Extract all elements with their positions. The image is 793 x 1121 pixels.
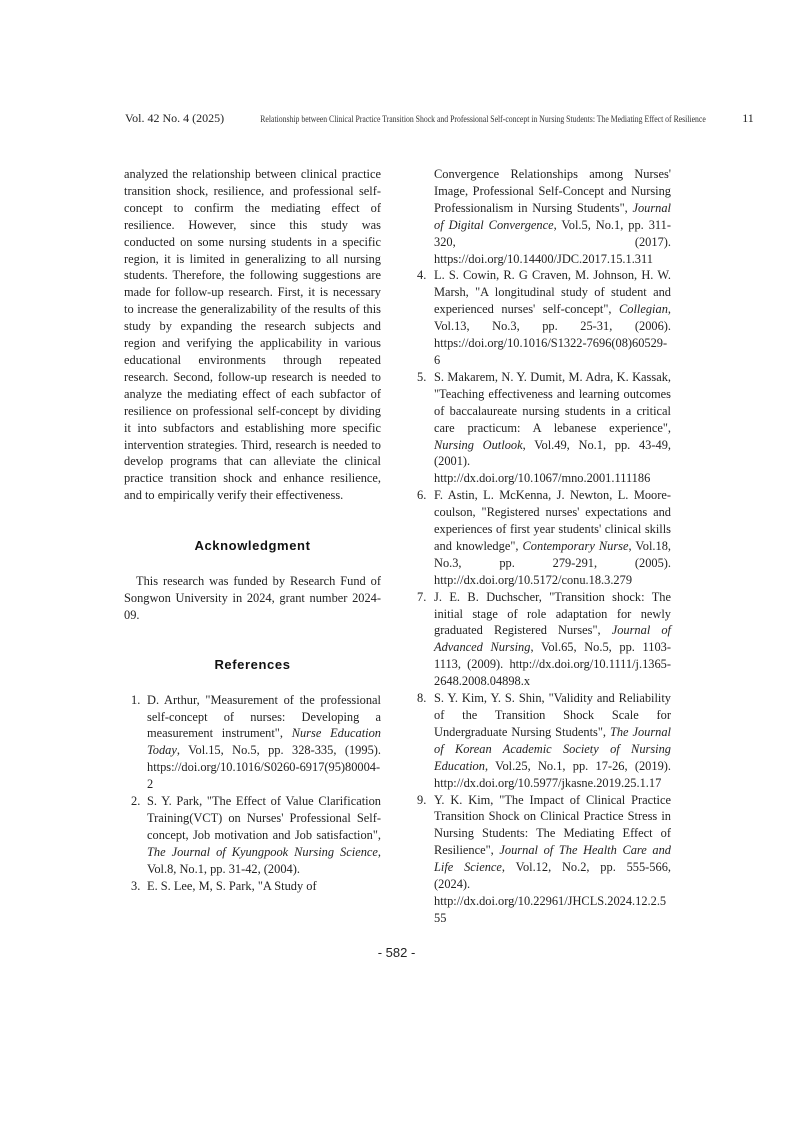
reference-list-right — [417, 267, 671, 926]
reference-item — [124, 793, 381, 878]
reference-details: , Vol.49, No.1, pp. 43-49, (2001). http://dx.doi.org/10.1067/mno.2001.111186 — [434, 437, 671, 486]
reference-authors-title: S. Makarem, N. Y. Dumit, M. Adra, K. Kassak, "Teaching effectiveness and learning outcomes of baccalaureate nursing students in a critical care practicum: A lebanese experience", — [434, 369, 671, 435]
reference-authors-title: S. Y. Kim, Y. S. Shin, "Validity and Reliability of the Transition Shock Scale for Undergraduate Nursing Students", — [434, 691, 671, 739]
reference-details: , Vol.65, No.5, pp. 1103-1113, (2009). http://dx.doi.org/10.1111/j.1365-2648.2008.04898.x — [434, 640, 671, 689]
reference-authors-title: F. Astin, L. McKenna, J. Newton, L. Moore-coulson, "Registered nurses' expectations and experiences of first year students' clinical skills and knowledge", — [434, 488, 671, 553]
reference-text — [434, 690, 671, 791]
reference-authors-title: S. Y. Park, "The Effect of Value Clarification Training(VCT) on Nurses' Professional Self-concept, Job motivation and Job satisfaction", — [147, 794, 381, 842]
reference-continuation — [417, 166, 671, 267]
reference-number: 6. — [417, 488, 427, 503]
reference-details: , Vol.12, No.2, pp. 555-566, (2024). http://dx.doi.org/10.22961/JHCLS.2024.12.2.555 — [434, 860, 671, 925]
reference-journal: Collegian — [619, 302, 668, 317]
reference-text — [434, 487, 671, 588]
reference-journal: Journal of Digital Convergence — [434, 200, 671, 232]
reference-text — [434, 792, 671, 927]
reference-item — [417, 792, 671, 927]
reference-authors-title: L. S. Cowin, R. G Craven, M. Johnson, H. W. Marsh, "A longitudinal study of student and experienced nurses' self-concept", — [434, 268, 671, 317]
reference-authors-title: E. S. Lee, M, S. Park, "A Study of — [147, 878, 317, 893]
reference-text — [147, 692, 381, 793]
reference-details: , Vol.8, No.1, pp. 31-42, (2004). — [147, 844, 381, 876]
reference-item — [417, 690, 671, 791]
reference-number: 2. — [131, 794, 141, 809]
reference-number: 5. — [417, 369, 427, 384]
reference-number: 8. — [417, 691, 427, 706]
reference-number: 1. — [131, 692, 141, 707]
reference-journal: Nurse Education Today — [147, 726, 382, 758]
reference-journal: Nursing Outlook — [434, 437, 523, 452]
journal-page-number: 11 — [742, 111, 754, 125]
reference-details: , Vol.15, No.5, pp. 328-335, (1995). https://doi.org/10.1016/S0260-6917(95)80004-2 — [147, 743, 381, 792]
reference-text — [434, 589, 671, 690]
reference-number: 4. — [417, 268, 427, 283]
reference-authors-title: Convergence Relationships among Nurses' Image, Professional Self-Concept and Nursing Professionalism in Nursing Students", — [434, 167, 671, 215]
reference-list-left — [124, 692, 381, 895]
reference-details: , Vol.13, No.3, pp. 25-31, (2006). https://doi.org/10.1016/S1322-7696(08)60529-6 — [434, 302, 671, 367]
reference-item — [417, 267, 671, 368]
reference-journal: The Journal of Korean Academic Society of Nursing Education — [434, 724, 671, 773]
right-column — [417, 166, 671, 927]
reference-item — [417, 487, 671, 588]
conclusion-paragraph: analyzed the relationship between clinical practice transition shock, resilience, and professional self-concept to confirm the mediating effect of resilience. However, since this study was conducted on some nursing students in a specific region, it is limited in generalizing to all nursing students. Therefore, the following suggestions are made for follow-up research. First, it is necessary to increase the generalizability of the results of this study by expanding the research subjects and region and verifying the applicability in various educational environments through repeated research. Second, follow-up research is needed to analyze the mediating effect of each subfactor of resilience on professional self-concept by dividing it into subfactors and establishing more specific intervention strategies. Third, research is needed to develop programs that can alleviate the clinical practice transition shock and enhance resilience, and to empirically verify their effectiveness. — [124, 167, 381, 503]
acknowledgment-heading: Acknowledgment — [194, 538, 311, 554]
reference-journal: Journal of Advanced Nursing — [434, 623, 672, 655]
reference-item — [124, 878, 381, 895]
reference-journal: Journal of The Health Care and Life Science — [434, 843, 671, 875]
reference-text — [147, 878, 381, 895]
reference-text — [434, 267, 671, 368]
running-header — [125, 111, 754, 125]
reference-text — [147, 793, 381, 878]
reference-text — [434, 369, 671, 487]
reference-item — [417, 589, 671, 690]
reference-item — [417, 369, 671, 487]
reference-number: 3. — [131, 878, 141, 893]
running-title: Relationship between Clinical Practice Transition Shock and Professional Self-concept in Nursing Students: The Mediating Effect of Resilience — [260, 114, 706, 124]
reference-journal: Contemporary Nurse — [522, 538, 629, 553]
reference-number: 7. — [417, 589, 427, 604]
reference-authors-title: D. Arthur, "Measurement of the professional self-concept of nurses: Developing a measurement instrument", — [147, 692, 381, 741]
reference-authors-title: J. E. B. Duchscher, "Transition shock: The initial stage of role adaptation for newly graduated Registered Nurses", — [434, 589, 671, 638]
reference-number: 9. — [417, 792, 427, 807]
references-heading: References — [214, 656, 291, 672]
reference-details: , Vol.5, No.1, pp. 311-320, (2017). https://doi.org/10.14400/JDC.2017.15.1.311 — [434, 217, 671, 266]
volume-info: Vol. 42 No. 4 (2025) — [125, 111, 225, 125]
left-column — [124, 166, 381, 895]
reference-item — [124, 692, 381, 793]
reference-journal: The Journal of Kyungpook Nursing Science — [147, 844, 378, 859]
page-footer-number: - 582 - — [377, 945, 416, 960]
reference-details: , Vol.18, No.3, pp. 279-291, (2005). http://dx.doi.org/10.5172/conu.18.3.279 — [434, 538, 672, 587]
reference-details: , Vol.25, No.1, pp. 17-26, (2019). http://dx.doi.org/10.5977/jkasne.2019.25.1.17 — [434, 758, 671, 790]
acknowledgment-text: This research was funded by Research Fund of Songwon University in 2024, grant number 2024-09. — [124, 574, 381, 622]
reference-authors-title: Y. K. Kim, "The Impact of Clinical Practice Transition Shock on Clinical Practice Stress in Nursing Students: The Mediating Effect of Resilience", — [434, 792, 671, 858]
